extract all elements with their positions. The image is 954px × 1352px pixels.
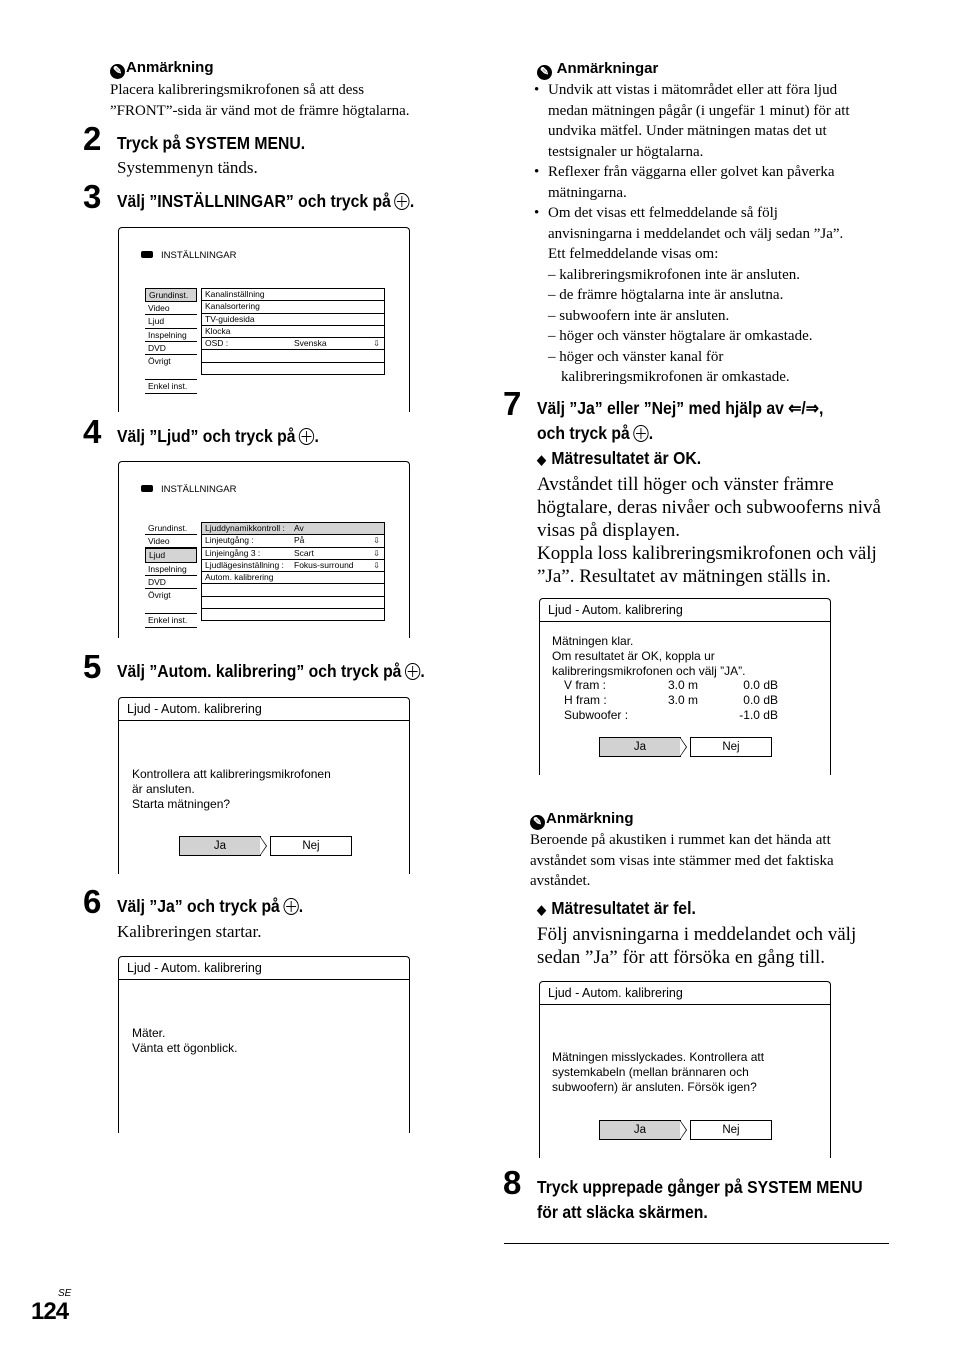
- note-text: Placera kalibreringsmikrofonen så att dess ”FRONT”-sida är vänd mot de främre högtalarna.: [110, 82, 410, 119]
- step-number: 8: [503, 1164, 521, 1201]
- note-text: Beroende på akustiken i rummet kan det hända att avståndet som visas inte stämmer med det faktiska avståndet.: [530, 832, 834, 889]
- step-number: 6: [83, 883, 101, 920]
- step-result: Systemmenyn tänds.: [117, 158, 258, 177]
- menu-category-list: [145, 288, 197, 394]
- calibration-dialog: [539, 598, 831, 775]
- menu-category-item[interactable]: Inspelning: [145, 329, 197, 342]
- dialog-title: Ljud - Autom. kalibrering: [119, 957, 409, 980]
- menu-option[interactable]: Kanalinställning: [202, 289, 384, 301]
- menu-category-item[interactable]: Grundinst.: [145, 288, 197, 302]
- step-instruction: Välj ”Ja” eller ”Nej” med hjälp av ⇐/⇒,: [537, 398, 824, 418]
- menu-category-item[interactable]: Inspelning: [145, 563, 197, 576]
- hint-icon: ✎: [110, 64, 125, 79]
- enter-icon: [405, 663, 420, 680]
- menu-option[interactable]: Linjeingång 3 : Scart ⇩: [202, 548, 384, 560]
- calibration-dialog: [118, 697, 410, 874]
- toolbox-icon: [141, 485, 153, 492]
- no-button[interactable]: Nej: [270, 836, 352, 856]
- menu-category-item[interactable]: Enkel inst.: [145, 613, 197, 627]
- menu-option[interactable]: OSD : Svenska ⇩: [202, 338, 384, 350]
- divider: [504, 1243, 889, 1244]
- menu-option[interactable]: Ljudlägesinställning : Fokus-surround ⇩: [202, 560, 384, 572]
- menu-option-list: [201, 288, 385, 375]
- menu-option: [202, 363, 384, 374]
- note-heading: ✎ Anmärkning: [110, 59, 214, 79]
- step-instruction: för att släcka skärmen.: [537, 1202, 708, 1222]
- menu-category-item[interactable]: Grundinst.: [145, 522, 197, 535]
- menu-option[interactable]: Klocka: [202, 326, 384, 338]
- hint-icon: ✎: [530, 815, 545, 830]
- notes-list: [530, 80, 900, 388]
- calibration-dialog: [118, 956, 410, 1133]
- menu-category-item[interactable]: Ljud: [145, 315, 197, 328]
- arrow-down-icon: ⇩: [373, 548, 380, 558]
- menu-category-item[interactable]: DVD: [145, 576, 197, 589]
- result-text: Följ anvisningarna i meddelandet och välj sedan ”Ja” för att försöka en gång till.: [537, 924, 857, 968]
- settings-menu-screen: [118, 461, 410, 638]
- menu-category-item[interactable]: Enkel inst.: [145, 379, 197, 393]
- arrow-down-icon: ⇩: [373, 339, 380, 349]
- yes-button[interactable]: Ja: [599, 1120, 681, 1140]
- step-instruction: Välj ”Ja” och tryck på .: [117, 896, 304, 916]
- menu-option[interactable]: Ljuddynamikkontroll : Av: [202, 523, 384, 535]
- menu-option: [202, 609, 384, 620]
- menu-category-item: [145, 601, 197, 613]
- menu-category-item[interactable]: Övrigt: [148, 589, 171, 600]
- menu-category-item[interactable]: DVD: [145, 342, 197, 355]
- menu-category-item[interactable]: Ljud: [145, 548, 197, 562]
- step-instruction: Välj ”Ljud” och tryck på .: [117, 426, 319, 446]
- menu-option: [202, 350, 384, 362]
- result-heading: ◆ Mätresultatet är OK.: [537, 448, 702, 468]
- no-button[interactable]: Nej: [690, 1120, 772, 1140]
- enter-icon: [633, 425, 648, 442]
- menu-category-list: [145, 522, 197, 628]
- step-instruction: Välj ”INSTÄLLNINGAR” och tryck på .: [117, 191, 415, 211]
- no-button[interactable]: Nej: [690, 737, 772, 757]
- step-instruction: Tryck upprepade gånger på SYSTEM MENU: [537, 1177, 863, 1197]
- menu-option[interactable]: Kanalsortering: [202, 301, 384, 313]
- dialog-message: Mätningen klar. Om resultatet är OK, koppla ur kalibreringsmikrofonen och välj ”JA”.: [552, 634, 746, 678]
- dialog-message: Mätningen misslyckades. Kontrollera att systemkabeln (mellan brännaren och subwoofern) är ansluten. Försök igen?: [552, 1050, 765, 1094]
- arrow-down-icon: ⇩: [373, 536, 380, 546]
- enter-icon: [299, 428, 314, 445]
- dialog-title: Ljud - Autom. kalibrering: [119, 698, 409, 721]
- note-heading: ✎ Anmärkningar: [537, 60, 658, 80]
- dialog-message: Mäter. Vänta ett ögonblick.: [132, 1026, 238, 1055]
- step-instruction: Välj ”Autom. kalibrering” och tryck på .: [117, 661, 425, 681]
- result-heading: ◆ Mätresultatet är fel.: [537, 898, 696, 918]
- language-code: SE: [58, 1288, 72, 1299]
- enter-icon: [283, 898, 298, 915]
- menu-category-item[interactable]: Video: [145, 302, 197, 315]
- calibration-dialog: [539, 981, 831, 1158]
- results-row: Subwoofer : -1.0 dB: [564, 708, 778, 722]
- step-number: 2: [83, 120, 101, 157]
- menu-option[interactable]: Linjeutgång : På ⇩: [202, 535, 384, 547]
- menu-option-list: [201, 522, 385, 621]
- settings-menu-screen: [118, 227, 410, 412]
- arrow-down-icon: ⇩: [373, 560, 380, 570]
- results-row: V fram : 3.0 m 0.0 dB: [564, 678, 778, 692]
- step-instruction: och tryck på .: [537, 423, 654, 443]
- toolbox-icon: [141, 251, 153, 258]
- page-number: 124: [31, 1298, 69, 1325]
- dialog-message: Kontrollera att kalibreringsmikrofonen är ansluten. Starta mätningen?: [132, 767, 331, 811]
- step-number: 4: [83, 413, 101, 450]
- dialog-title: Ljud - Autom. kalibrering: [540, 982, 830, 1005]
- note-bullet: • Reflexer från väggarna eller golvet kan påverka mätningarna.: [530, 162, 900, 203]
- diamond-icon: ◆: [537, 902, 546, 917]
- step-number: 5: [83, 648, 101, 685]
- diamond-icon: ◆: [537, 452, 546, 467]
- step-number: 3: [83, 178, 101, 215]
- hint-icon: ✎: [537, 65, 552, 80]
- results-table: [564, 678, 778, 723]
- menu-header: INSTÄLLNINGAR: [141, 484, 237, 495]
- note-bullet: • Om det visas ett felmeddelande så följ anvisningarna i meddelandet och välj sedan ”Ja”. Ett felmeddelande visas om: – kalibreringsmikrofonen inte är ansluten. – de främre högtalarna inte är anslutna. – subwoofern inte är ansluten. – höger och vänster högtalare är omkastade. – höger och vänster kanal för kalibreringsmikrofonen är omkastade.: [530, 203, 900, 388]
- menu-option: [202, 584, 384, 596]
- step-instruction: Tryck på SYSTEM MENU.: [117, 133, 306, 153]
- menu-category-item[interactable]: Video: [145, 535, 197, 548]
- enter-icon: [395, 193, 410, 210]
- menu-option[interactable]: TV-guidesida: [202, 314, 384, 326]
- yes-button[interactable]: Ja: [179, 836, 261, 856]
- step-result: Kalibreringen startar.: [117, 922, 262, 941]
- menu-header: INSTÄLLNINGAR: [141, 250, 237, 261]
- note-heading: ✎ Anmärkning: [530, 810, 634, 830]
- result-text: Avståndet till höger och vänster främre högtalare, deras nivåer och subwooferns nivå visas på displayen. Koppla loss kalibreringsmikrofonen och välj ”Ja”. Resultatet av mätningen ställs in.: [537, 474, 881, 587]
- menu-option[interactable]: Autom. kalibrering: [202, 572, 384, 584]
- yes-button[interactable]: Ja: [599, 737, 681, 757]
- menu-option: [202, 597, 384, 609]
- menu-category-item: [145, 367, 197, 379]
- dialog-title: Ljud - Autom. kalibrering: [540, 599, 830, 622]
- results-row: H fram : 3.0 m 0.0 dB: [564, 693, 778, 707]
- menu-category-item[interactable]: Övrigt: [148, 355, 171, 366]
- note-bullet: • Undvik att vistas i mätområdet eller att föra ljud medan mätningen pågår (i ungefär 1 minut) för att undvika mätfel. Under mätningen matas det ut testsignaler ur högtalarna.: [530, 80, 900, 162]
- step-number: 7: [503, 385, 521, 422]
